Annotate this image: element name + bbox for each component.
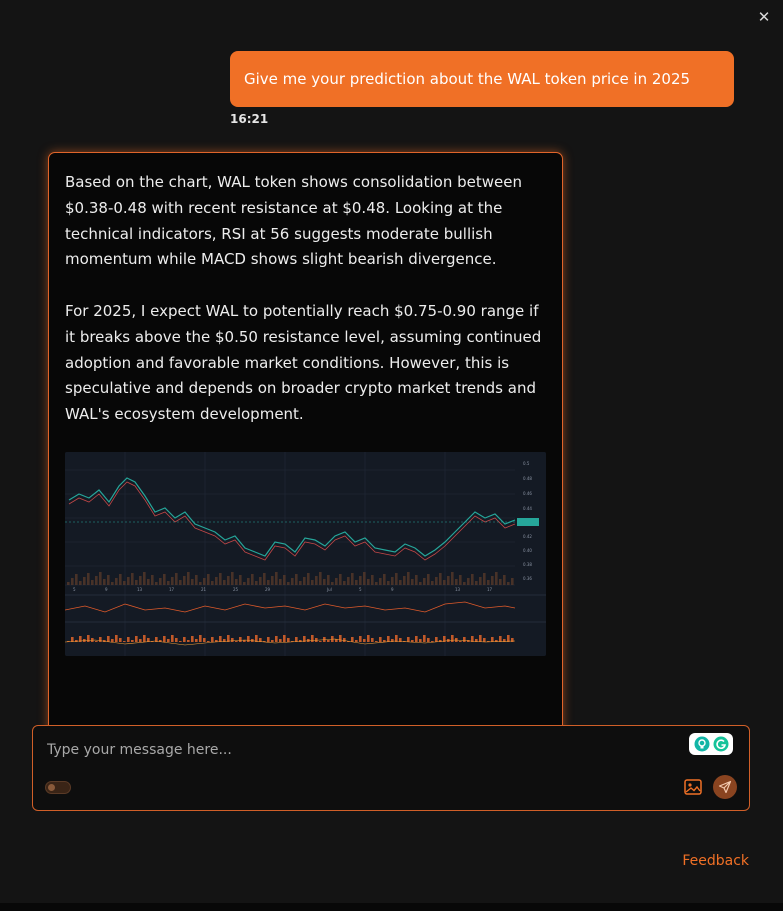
volume-bar (455, 579, 458, 585)
volume-bar (267, 580, 270, 585)
volume-bar (87, 573, 90, 585)
volume-bar (75, 574, 78, 585)
volume-bar (351, 573, 354, 585)
volume-bar (295, 574, 298, 585)
bot-message-paragraph: For 2025, I expect WAL to potentially reach $0.75-0.90 range if it breaks above the $0.50 resistance level, assuming continued adoption and favorable market conditions. However, this is speculative and depends on broader crypto market trends and WAL's ecosystem development. (65, 301, 542, 424)
volume-bar (239, 575, 242, 585)
volume-bar (511, 578, 514, 585)
volume-bar (155, 582, 158, 585)
volume-bar (447, 576, 450, 585)
volume-bar (459, 575, 462, 585)
date-tick: 5 (73, 586, 76, 592)
volume-bar (107, 575, 110, 585)
macd-bar (87, 635, 90, 642)
volume-bar (299, 581, 302, 585)
volume-bar (135, 580, 138, 585)
price-tick: 0.36 (523, 575, 532, 581)
volume-bar (311, 580, 314, 585)
bottom-bar (0, 903, 783, 911)
date-tick: 17 (487, 586, 493, 592)
macd-bar (379, 637, 382, 642)
volume-bar (419, 582, 422, 585)
send-button[interactable] (713, 775, 737, 799)
macd-bar (167, 639, 170, 642)
volume-bar (179, 580, 182, 585)
macd-bar (207, 641, 210, 642)
volume-bar (123, 581, 126, 585)
macd-bar (119, 638, 122, 642)
macd-bar (375, 641, 378, 642)
macd-bar (275, 636, 278, 642)
volume-bar (127, 577, 130, 585)
volume-bar (71, 578, 74, 585)
volume-bar (159, 578, 162, 585)
volume-bar (411, 579, 414, 585)
price-tick: 0.44 (523, 505, 532, 511)
volume-bar (187, 572, 190, 585)
macd-bar (427, 638, 430, 642)
volume-bar (199, 582, 202, 585)
last-price-tag (517, 518, 539, 526)
volume-bar (307, 573, 310, 585)
volume-bar (115, 578, 118, 585)
macd-bar (283, 635, 286, 642)
macd-bar (359, 636, 362, 642)
volume-bar (475, 581, 478, 585)
user-message-text: Give me your prediction about the WAL token price in 2025 (244, 70, 691, 88)
volume-bar (427, 574, 430, 585)
macd-bar (419, 639, 422, 642)
volume-bar (507, 582, 510, 585)
macd-bar (451, 635, 454, 642)
macd-bar (175, 638, 178, 642)
mode-toggle[interactable] (45, 781, 71, 794)
volume-bar (315, 576, 318, 585)
macd-bar (371, 638, 374, 642)
volume-bar (243, 582, 246, 585)
feedback-link[interactable]: Feedback (682, 853, 749, 869)
volume-bar (403, 576, 406, 585)
volume-bar (435, 577, 438, 585)
volume-bar (503, 575, 506, 585)
volume-bar (215, 577, 218, 585)
grammar-extension-icon[interactable] (689, 733, 733, 755)
volume-bar (407, 572, 410, 585)
macd-bar (327, 640, 330, 642)
volume-bar (371, 575, 374, 585)
macd-bar (111, 639, 114, 642)
volume-bar (151, 575, 154, 585)
volume-bar (231, 572, 234, 585)
volume-bar (399, 580, 402, 585)
price-tick: 0.40 (523, 547, 532, 553)
volume-bar (219, 573, 222, 585)
macd-bar (231, 638, 234, 642)
price-tick: 0.5 (523, 460, 530, 466)
volume-bar (203, 578, 206, 585)
volume-bar (479, 577, 482, 585)
image-icon[interactable] (683, 777, 703, 797)
macd-bar (179, 641, 182, 642)
macd-bar (123, 641, 126, 642)
macd-bar (363, 639, 366, 642)
volume-bar (319, 572, 322, 585)
macd-bar (463, 637, 466, 642)
volume-bar (207, 574, 210, 585)
volume-bar (275, 572, 278, 585)
macd-bar (183, 637, 186, 642)
user-message-bubble (230, 51, 734, 107)
volume-bar (467, 578, 470, 585)
volume-bar (255, 581, 258, 585)
volume-bar (223, 580, 226, 585)
macd-bar (143, 635, 146, 642)
date-tick: 29 (265, 586, 271, 592)
macd-bar (115, 635, 118, 642)
macd-bar (95, 641, 98, 642)
macd-bar (387, 636, 390, 642)
date-tick: 21 (201, 586, 207, 592)
date-tick: 17 (169, 586, 175, 592)
bot-message-paragraph: Based on the chart, WAL token shows consolidation between $0.38-0.48 with recent resistance at $0.48. Looking at the technical indicators, RSI at 56 suggests moderate bullish momentum while MACD shows slight bearish divergence. (65, 173, 522, 269)
volume-bar (471, 574, 474, 585)
send-icon (718, 780, 732, 794)
volume-bar (387, 581, 390, 585)
volume-bar (359, 576, 362, 585)
macd-bar (339, 635, 342, 642)
macd-bar (491, 637, 494, 642)
date-tick: 25 (233, 586, 239, 592)
volume-bar (495, 572, 498, 585)
volume-bar (415, 575, 418, 585)
volume-bar (111, 582, 114, 585)
macd-bar (499, 636, 502, 642)
macd-bar (191, 636, 194, 642)
volume-bar (287, 582, 290, 585)
volume-bar (259, 577, 262, 585)
date-tick: 9 (105, 586, 108, 592)
macd-bar (219, 636, 222, 642)
volume-bar (247, 578, 250, 585)
close-icon[interactable]: ✕ (757, 8, 771, 26)
volume-bar (131, 573, 134, 585)
macd-bar (187, 640, 190, 642)
macd-bar (423, 635, 426, 642)
macd-bar (99, 637, 102, 642)
macd-bar (127, 637, 130, 642)
macd-bar (351, 637, 354, 642)
price-tick: 0.38 (523, 561, 532, 567)
macd-bar (211, 637, 214, 642)
volume-bar (283, 575, 286, 585)
volume-bar (79, 581, 82, 585)
volume-bar (143, 572, 146, 585)
grammarly-icon (713, 736, 729, 752)
volume-bar (67, 582, 70, 585)
macd-bar (171, 635, 174, 642)
volume-bar (211, 581, 214, 585)
volume-bar (335, 578, 338, 585)
macd-bar (271, 640, 274, 642)
volume-bar (99, 572, 102, 585)
price-chart-image[interactable] (65, 452, 546, 656)
volume-bar (139, 576, 142, 585)
volume-bar (195, 575, 198, 585)
macd-bar (203, 638, 206, 642)
macd-bar (239, 637, 242, 642)
macd-bar (135, 636, 138, 642)
macd-bar (235, 641, 238, 642)
macd-bar (435, 637, 438, 642)
volume-bar (395, 573, 398, 585)
volume-bar (183, 576, 186, 585)
volume-bar (235, 579, 238, 585)
volume-bar (263, 573, 266, 585)
volume-bar (343, 581, 346, 585)
macd-bar (279, 639, 282, 642)
macd-bar (247, 636, 250, 642)
macd-bar (407, 637, 410, 642)
toggle-knob (48, 784, 55, 791)
macd-bar (163, 636, 166, 642)
macd-bar (131, 640, 134, 642)
volume-bar (147, 579, 150, 585)
volume-bar (375, 582, 378, 585)
macd-bar (483, 638, 486, 642)
volume-bar (439, 573, 442, 585)
macd-bar (479, 635, 482, 642)
volume-bar (331, 582, 334, 585)
price-tick: 0.46 (523, 490, 532, 496)
lightbulb-icon (694, 736, 710, 752)
volume-bar (491, 576, 494, 585)
volume-bar (163, 574, 166, 585)
volume-bar (227, 576, 230, 585)
volume-bar (451, 572, 454, 585)
volume-bar (383, 574, 386, 585)
macd-bar (287, 638, 290, 642)
volume-bar (323, 579, 326, 585)
message-composer (32, 725, 750, 811)
volume-bar (367, 579, 370, 585)
macd-bar (343, 638, 346, 642)
volume-bar (487, 580, 490, 585)
date-tick: 9 (391, 586, 394, 592)
volume-bar (327, 575, 330, 585)
message-timestamp: 16:21 (230, 112, 269, 126)
volume-bar (119, 574, 122, 585)
volume-bar (167, 581, 170, 585)
volume-bar (363, 572, 366, 585)
macd-bar (195, 639, 198, 642)
volume-bar (251, 574, 254, 585)
volume-bar (83, 577, 86, 585)
price-tick: 0.42 (523, 533, 532, 539)
volume-bar (443, 580, 446, 585)
volume-bar (191, 579, 194, 585)
date-tick: 5 (359, 586, 362, 592)
volume-bar (483, 573, 486, 585)
macd-bar (431, 641, 434, 642)
message-input[interactable] (45, 738, 669, 762)
volume-bar (271, 576, 274, 585)
volume-bar (347, 577, 350, 585)
volume-bar (171, 577, 174, 585)
macd-bar (311, 635, 314, 642)
volume-bar (431, 581, 434, 585)
volume-bar (103, 579, 106, 585)
volume-bar (379, 578, 382, 585)
volume-bar (463, 582, 466, 585)
date-tick: 13 (455, 586, 461, 592)
macd-bar (411, 640, 414, 642)
volume-bar (355, 580, 358, 585)
macd-bar (107, 636, 110, 642)
date-tick: Jul (327, 586, 332, 592)
macd-bar (367, 635, 370, 642)
macd-bar (319, 641, 322, 642)
macd-bar (199, 635, 202, 642)
volume-bar (499, 579, 502, 585)
volume-bar (423, 578, 426, 585)
volume-bar (339, 574, 342, 585)
macd-bar (415, 636, 418, 642)
volume-bar (279, 579, 282, 585)
macd-bar (355, 640, 358, 642)
macd-bar (139, 639, 142, 642)
macd-bar (459, 641, 462, 642)
date-tick: 13 (137, 586, 143, 592)
volume-bar (303, 577, 306, 585)
volume-bar (291, 578, 294, 585)
volume-bar (391, 577, 394, 585)
volume-bar (91, 580, 94, 585)
volume-bar (95, 576, 98, 585)
macd-bar (267, 637, 270, 642)
volume-bar (175, 573, 178, 585)
price-tick: 0.48 (523, 475, 532, 481)
bot-message-bubble (48, 152, 563, 752)
